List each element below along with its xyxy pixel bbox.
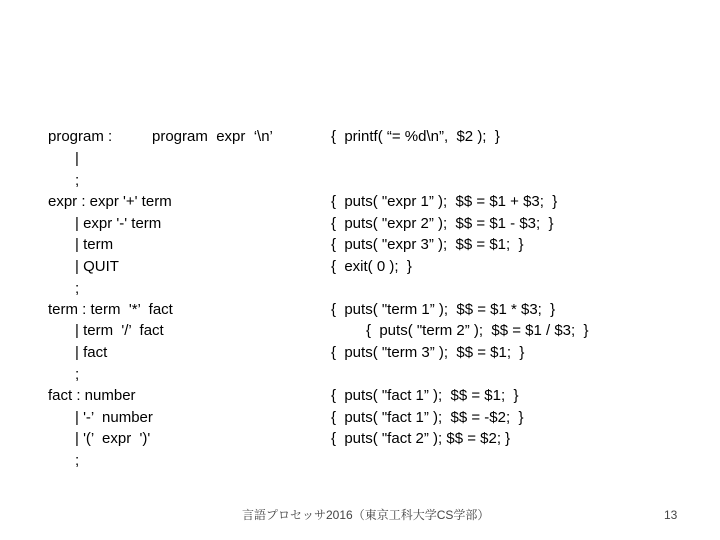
grammar-left-4: expr : expr '+' term	[48, 193, 172, 210]
action-expr-1: { puts( "expr 1” ); $$ = $1 + $3; }	[331, 193, 558, 210]
action-fact-1b: { puts( "fact 1” ); $$ = -$2; }	[331, 409, 524, 426]
action-expr-2: { puts( "expr 2” ); $$ = $1 - $3; }	[331, 215, 554, 232]
grammar-rule-1: program expr ‘\n’	[152, 128, 273, 145]
grammar-left-7: | QUIT	[75, 258, 119, 275]
grammar-left-3: ;	[75, 172, 80, 189]
grammar-left-10: | term '/’ fact	[75, 322, 164, 339]
action-term-3: { puts( "term 3” ); $$ = $1; }	[331, 344, 525, 361]
action-fact-2: { puts( "fact 2” ); $$ = $2; }	[331, 430, 511, 447]
grammar-left-15: | '(’ expr ')'	[75, 430, 151, 447]
grammar-left-8: ;	[75, 280, 80, 297]
grammar-left-14: | '-’ number	[75, 409, 153, 426]
page-number: 13	[664, 508, 678, 522]
grammar-left-2: |	[75, 150, 79, 167]
grammar-left-16: ;	[75, 452, 80, 469]
action-term-1: { puts( "term 1” ); $$ = $1 * $3; }	[331, 301, 556, 318]
grammar-left-9: term : term '*’ fact	[48, 301, 173, 318]
slide-footer: 言語プロセッサ2016（東京工科大学CS学部）	[242, 508, 490, 522]
grammar-left-13: fact : number	[48, 387, 136, 404]
grammar-left-6: | term	[75, 236, 114, 253]
action-term-2: { puts( "term 2” ); $$ = $1 / $3; }	[366, 322, 589, 339]
action-program: { printf( “= %d\n”, $2 ); }	[331, 128, 500, 145]
grammar-left-12: ;	[75, 366, 80, 383]
grammar-left-5: | expr '-' term	[75, 215, 162, 232]
action-expr-3: { puts( "expr 3” ); $$ = $1; }	[331, 236, 524, 253]
action-fact-1: { puts( "fact 1” ); $$ = $1; }	[331, 387, 519, 404]
grammar-left-1: program :	[48, 128, 113, 145]
grammar-left-11: | fact	[75, 344, 108, 361]
action-quit: { exit( 0 ); }	[331, 258, 412, 275]
